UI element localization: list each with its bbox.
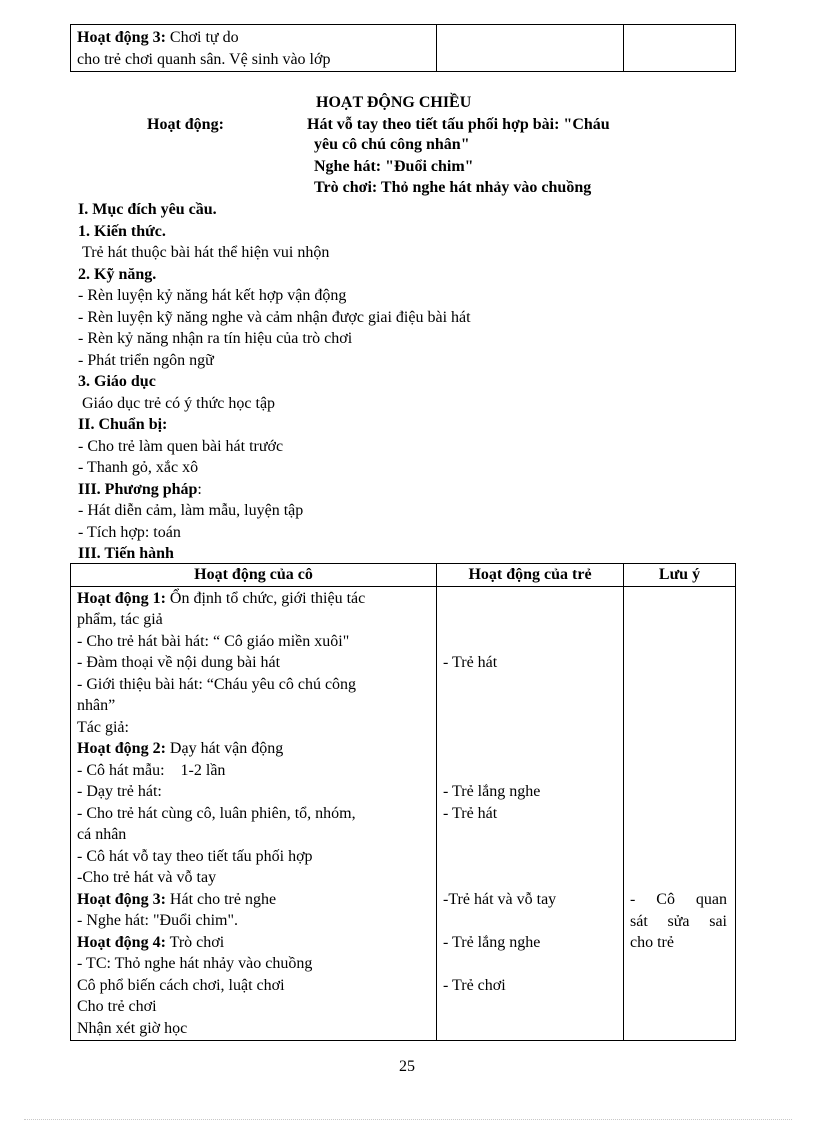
col-teacher-header: Hoạt động của cô xyxy=(71,564,437,587)
top-table xyxy=(70,24,736,72)
activity-2-text: Dạy hát vận động xyxy=(165,740,284,757)
teacher-step: - Nghe hát: "Đuổi chim". xyxy=(77,912,239,929)
child-response: - Trẻ hát xyxy=(443,653,498,671)
top-activity-label: Hoạt động 3: xyxy=(77,29,166,46)
education-text: Giáo dục trẻ có ý thức học tập xyxy=(82,394,276,412)
activity-label: Hoạt động: xyxy=(147,116,224,133)
activity-3-text: Hát cho trẻ nghe xyxy=(165,890,277,908)
teacher-step: - Đàm thoại về nội dung bài hát xyxy=(77,654,281,671)
skills-item-2: - Rèn luyện kỹ năng nghe và cảm nhận được giai điệu bài hát xyxy=(78,308,471,326)
child-response: - Trẻ hát xyxy=(443,804,498,822)
teacher-step: Nhận xét giờ học xyxy=(77,1019,188,1037)
activity-line-1: Hát vỗ tay theo tiết tấu phối hợp bài: "Cháu xyxy=(307,116,610,133)
teacher-step: -Cho trẻ hát và vỗ tay xyxy=(77,869,217,886)
preparation-heading: II. Chuẩn bị: xyxy=(78,416,168,433)
notes-cell xyxy=(624,586,736,1041)
top-table-activity-cell xyxy=(71,25,437,72)
activity-table-row xyxy=(71,586,736,1041)
activity-line-4: Trò chơi: Thỏ nghe hát nhảy vào chuồng xyxy=(314,179,592,196)
page-bottom-divider xyxy=(24,1119,792,1120)
teacher-step: - Cho trẻ hát bài hát: “ Cô giáo miền xuôi" xyxy=(77,632,350,650)
activity-1-text-2: phẩm, tác giả xyxy=(77,611,163,628)
teacher-step: - Cô hát mẫu: 1-2 lần xyxy=(77,761,226,779)
activity-4-text: Trò chơi xyxy=(165,933,225,951)
method-heading-line xyxy=(78,479,738,501)
lesson-body xyxy=(78,199,738,565)
skills-item-1: - Rèn luyện kỷ năng hát kết hợp vận động xyxy=(78,287,347,304)
page-number: 25 xyxy=(399,1058,415,1075)
activity-line-3: Nghe hát: "Đuổi chim" xyxy=(314,158,474,175)
method-heading-colon: : xyxy=(197,480,202,498)
child-response: - Trẻ lắng nghe xyxy=(443,782,541,800)
teacher-step: Cô phổ biến cách chơi, luật chơi xyxy=(77,976,285,994)
note-line: cho trẻ xyxy=(630,933,674,951)
teacher-activities-cell xyxy=(71,586,437,1041)
activity-table xyxy=(70,563,736,1041)
activity-table-header xyxy=(71,564,736,587)
teacher-step: - TC: Thỏ nghe hát nhảy vào chuồng xyxy=(77,955,313,972)
section-title: HOẠT ĐỘNG CHIỀU xyxy=(316,94,472,111)
top-activity-text-2: cho trẻ chơi quanh sân. Vệ sinh vào lớp xyxy=(77,50,331,68)
top-activity-text: Chơi tự do xyxy=(165,29,239,46)
knowledge-text: Trẻ hát thuộc bài hát thể hiện vui nhộn xyxy=(82,244,330,261)
activity-line-2: yêu cô chú công nhân" xyxy=(314,136,470,153)
child-response: -Trẻ hát và vỗ tay xyxy=(443,890,557,908)
teacher-step: Tác giả: xyxy=(77,718,129,736)
knowledge-heading: 1. Kiến thức. xyxy=(78,222,166,240)
note-line: sát sửa sai xyxy=(630,912,727,930)
method-item-2: - Tích hợp: toán xyxy=(78,523,181,541)
method-item-1: - Hát diễn cảm, làm mẫu, luyện tập xyxy=(78,502,304,519)
preparation-item-2: - Thanh gỏ, xắc xô xyxy=(78,459,199,476)
teacher-step: - Giới thiệu bài hát: “Cháu yêu cô chú công xyxy=(77,675,357,693)
education-heading: 3. Giáo dục xyxy=(78,373,156,390)
teacher-step: nhân” xyxy=(77,697,116,714)
child-response: - Trẻ lắng nghe xyxy=(443,933,541,951)
method-heading: III. Phương pháp xyxy=(78,480,198,498)
section-objectives-heading: I. Mục đích yêu cầu. xyxy=(78,201,217,218)
teacher-step: Cho trẻ chơi xyxy=(77,998,157,1015)
teacher-step: - Cho trẻ hát cùng cô, luân phiên, tổ, nhóm, xyxy=(77,804,356,822)
teacher-step: - Dạy trẻ hát: xyxy=(77,783,162,800)
top-table-note-cell xyxy=(624,25,736,72)
child-response: - Trẻ chơi xyxy=(443,976,506,994)
activity-1-text: Ổn định tổ chức, giới thiệu tác xyxy=(165,589,366,607)
top-table-child-cell xyxy=(437,25,624,72)
teacher-step: - Cô hát vỗ tay theo tiết tấu phối hợp xyxy=(77,847,313,865)
activity-4-label: Hoạt động 4: xyxy=(77,933,166,951)
children-activities-cell xyxy=(437,586,624,1041)
skills-item-3: - Rèn kỷ năng nhận ra tín hiệu của trò chơi xyxy=(78,330,353,347)
teacher-step: cá nhân xyxy=(77,826,127,843)
note-line: - Cô quan xyxy=(630,890,727,908)
col-notes-header: Lưu ý xyxy=(624,564,736,587)
activity-3-label: Hoạt động 3: xyxy=(77,890,166,908)
skills-item-4: - Phát triển ngôn ngữ xyxy=(78,351,214,369)
activity-2-label: Hoạt động 2: xyxy=(77,740,166,757)
activity-1-label: Hoạt động 1: xyxy=(77,589,166,607)
skills-heading: 2. Kỹ năng. xyxy=(78,265,157,283)
procedure-heading: III. Tiến hành xyxy=(78,545,174,562)
col-children-header: Hoạt động của trẻ xyxy=(437,564,624,587)
preparation-item-1: - Cho trẻ làm quen bài hát trước xyxy=(78,437,284,455)
